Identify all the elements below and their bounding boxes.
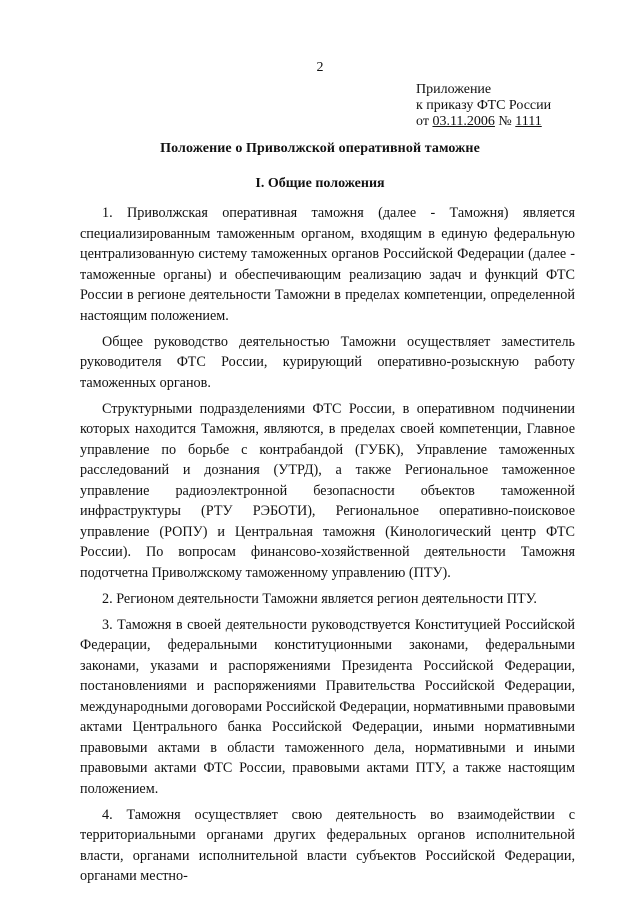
appendix-block <box>416 82 551 130</box>
document-title: Положение о Приволжской оперативной таможне <box>160 141 480 156</box>
paragraph-2: Общее руководство деятельностью Таможни осуществляет заместитель руководителя ФТС России, курирующий оперативно-розыскную работу таможенных органов. <box>80 333 575 391</box>
paragraph-4: 2. Регионом деятельности Таможни является регион деятельности ПТУ. <box>102 590 537 607</box>
paragraph-1: 1. Приволжская оперативная таможня (далее - Таможня) является специализированным таможенным органом, входящим в единую федеральную централизованную систему таможенных органов Российской Федерации (далее - таможенные органы) и обеспечивающим реализацию задач и функций ФТС России в регионе деятельности Таможни в пределах компетенции, определенной настоящим положением. <box>80 205 575 324</box>
paragraph-5: 3. Таможня в своей деятельности руководствуется Конституцией Российской Федерации, федеральными конституционными законами, федеральными законами, указами и распоряжениями Президента Российской Федерации, постановлениями и распоряжениями Правительства Российской Федерации, международными договорами Российской Федерации, нормативными правовыми актами Центрального банка Российской Федерации, иными нормативными правовыми актами в области таможенного дела, нормативными и иными правовыми актами ФТС России, правовыми актами ПТУ, а также настоящим положением. <box>80 616 575 797</box>
appendix-date-line <box>416 114 551 130</box>
appendix-order-reference: к приказу ФТС России <box>416 98 552 113</box>
order-number: 1111 <box>515 114 542 129</box>
paragraph-6: 4. Таможня осуществляет свою деятельность во взаимодействии с территориальными органами других федеральных органов исполнительной власти, органами исполнительной власти субъектов Российской Федерации, органами местно- <box>80 806 575 884</box>
document-body <box>80 203 575 887</box>
section-heading: I. Общие положения <box>255 176 385 191</box>
date-prefix: от <box>416 114 433 129</box>
order-date: 03.11.2006 <box>432 114 495 129</box>
number-prefix: № <box>494 114 516 129</box>
page-number: 2 <box>316 60 324 75</box>
paragraph-3: Структурными подразделениями ФТС России, в оперативном подчинении которых находится Таможня, являются, в пределах своей компетенции, Главное управление по борьбе с контрабандой (ГУБК), Управление таможенных расследований и дознания (УТРД), а также Региональное таможенное управление радиоэлектронной безопасности объектов таможенной инфраструктуры (РТУ РЭБОТИ), Региональное оперативно-поисковое управление (РОПУ) и Центральная таможня (Кинологический центр ФТС России). По вопросам финансово-хозяйственной деятельности Таможня подотчетна Приволжскому таможенному управлению (ПТУ). <box>80 400 575 581</box>
appendix-label: Приложение <box>416 82 492 97</box>
